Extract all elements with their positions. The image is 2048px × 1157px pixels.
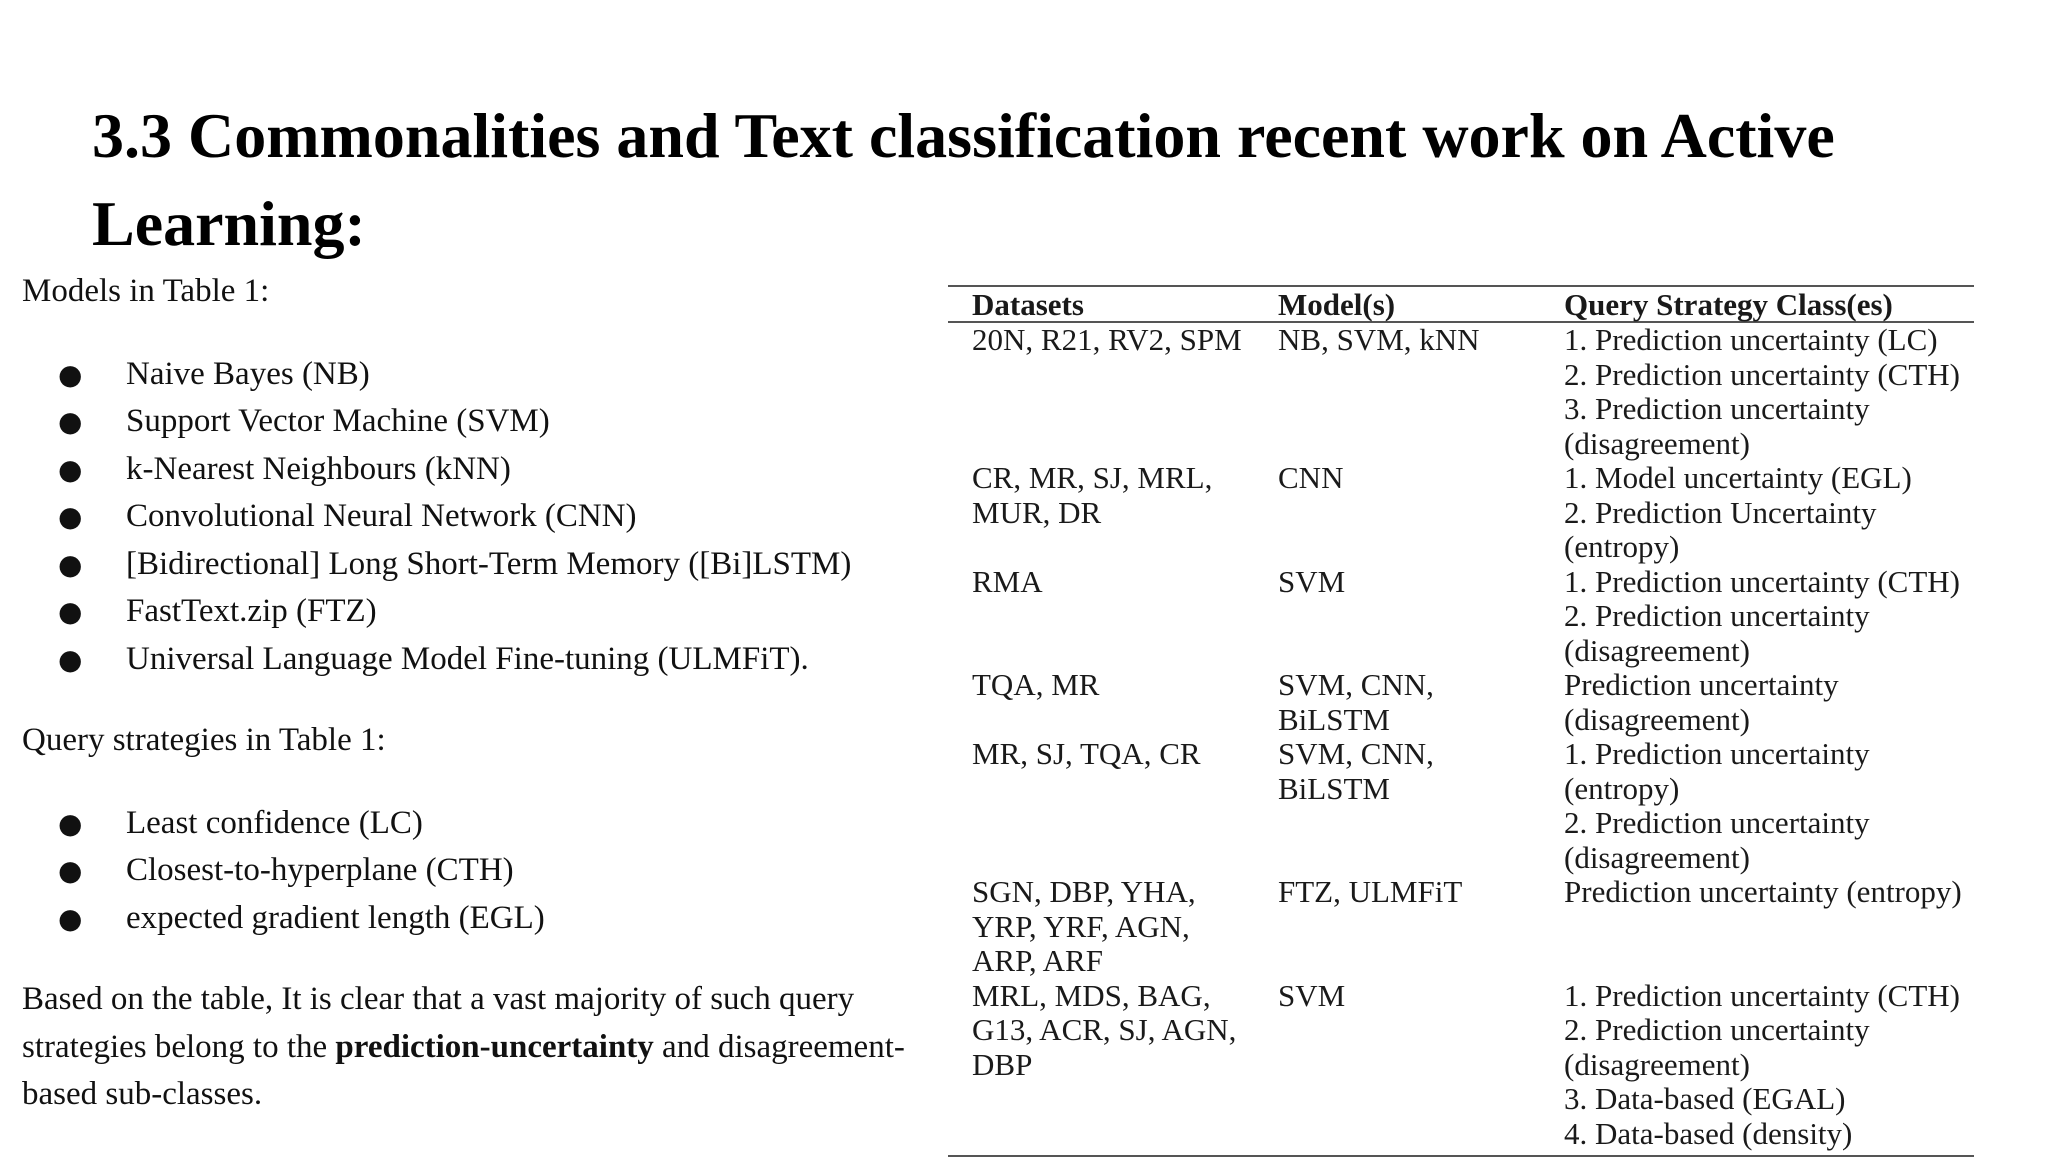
cell-line: RMA	[972, 563, 1043, 599]
cell-line: (disagreement)	[1564, 839, 1750, 875]
table-row	[948, 875, 1974, 979]
cell-models	[1254, 322, 1540, 461]
bullet-icon: ●	[58, 901, 83, 935]
cell-line: YRP, YRF, AGN,	[972, 908, 1190, 944]
cell-line: 2. Prediction Uncertainty	[1564, 494, 1877, 530]
cell-strategies	[1540, 737, 1974, 875]
list-item	[22, 351, 922, 399]
cell-datasets	[948, 875, 1254, 979]
cell-line: BiLSTM	[1278, 770, 1390, 806]
cell-line: CNN	[1278, 460, 1344, 495]
cell-line: (entropy)	[1564, 529, 1680, 564]
cell-strategies	[1540, 875, 1974, 979]
cell-strategies	[1540, 565, 1974, 669]
bullet-icon: ●	[58, 357, 83, 391]
list-item-text: expected gradient length (EGL)	[126, 899, 545, 936]
left-text-column	[22, 268, 922, 1119]
list-item	[22, 847, 922, 895]
conclusion-suffix: and disagreement- based sub-classes.	[22, 1028, 905, 1112]
models-section-label: Models in Table 1:	[22, 273, 270, 309]
cell-line: 1. Prediction uncertainty (CTH)	[1564, 977, 1961, 1013]
cell-line: G13, ACR, SJ, AGN,	[972, 1012, 1237, 1047]
cell-line: (disagreement)	[1564, 425, 1750, 461]
list-item	[22, 493, 922, 541]
cell-models	[1254, 668, 1540, 737]
cell-line: TQA, MR	[972, 667, 1100, 702]
list-item-text: Support Vector Machine (SVM)	[126, 403, 550, 439]
bullet-icon: ●	[58, 500, 83, 533]
table-header-row	[948, 286, 1974, 322]
cell-line: 2. Prediction uncertainty	[1564, 1012, 1870, 1047]
cell-line: FTZ, ULMFiT	[1278, 874, 1463, 909]
active-learning-table	[948, 285, 1974, 1157]
header-query-strategy: Query Strategy Class(es)	[1540, 286, 1974, 322]
cell-line: DBP	[972, 1046, 1033, 1082]
cell-line: SVM	[1278, 563, 1346, 599]
list-item-text: Naive Bayes (NB)	[126, 355, 370, 392]
list-item-text: Least confidence (LC)	[126, 804, 423, 841]
cell-models	[1254, 565, 1540, 669]
cell-line: 3. Data-based (EGAL)	[1564, 1081, 1846, 1116]
conclusion-emphasis: prediction-uncertainty	[335, 1028, 654, 1065]
models-list	[22, 351, 922, 684]
page-title: 3.3 Commonalities and Text classification recent work on Active Learning:	[92, 100, 1835, 259]
cell-line: 2. Prediction uncertainty	[1564, 598, 1870, 633]
table-row	[948, 461, 1974, 565]
list-item	[22, 588, 922, 636]
list-item	[22, 446, 922, 494]
cell-line: 1. Prediction uncertainty (CTH)	[1564, 563, 1961, 599]
cell-line: SVM	[1278, 977, 1346, 1013]
cell-line: ARP, ARF	[972, 943, 1103, 978]
cell-line: 4. Data-based (density)	[1564, 1115, 1853, 1151]
cell-line: 1. Model uncertainty (EGL)	[1564, 460, 1912, 495]
cell-line: NB, SVM, kNN	[1278, 322, 1480, 357]
list-item-text: [Bidirectional] Long Short-Term Memory ([Bi]LSTM)	[126, 545, 852, 582]
conclusion-paragraph	[22, 976, 922, 1119]
cell-line: 2. Prediction uncertainty (CTH)	[1564, 356, 1961, 392]
query-section-label: Query strategies in Table 1:	[22, 722, 386, 758]
cell-line: SVM, CNN,	[1278, 736, 1434, 771]
table-row	[948, 668, 1974, 737]
list-item	[22, 398, 922, 446]
cell-datasets	[948, 979, 1254, 1157]
table-row	[948, 565, 1974, 669]
cell-models	[1254, 737, 1540, 875]
list-item	[22, 895, 922, 943]
list-item-text: Convolutional Neural Network (CNN)	[126, 498, 637, 534]
list-item-text: FastText.zip (FTZ)	[126, 593, 377, 629]
list-item	[22, 800, 922, 848]
list-item-text: Closest-to-hyperplane (CTH)	[126, 852, 514, 888]
cell-line: MUR, DR	[972, 494, 1102, 530]
list-item-text: k-Nearest Neighbours (kNN)	[126, 450, 511, 487]
list-item	[22, 636, 922, 684]
cell-line: (entropy)	[1564, 770, 1680, 806]
cell-strategies	[1540, 461, 1974, 565]
cell-line: (disagreement)	[1564, 701, 1750, 737]
table-row	[948, 979, 1974, 1157]
bullet-icon: ●	[58, 405, 83, 438]
cell-models	[1254, 979, 1540, 1157]
cell-line: MRL, MDS, BAG,	[972, 977, 1211, 1013]
cell-line: SVM, CNN,	[1278, 667, 1434, 702]
bullet-icon: ●	[58, 854, 83, 887]
cell-models	[1254, 461, 1540, 565]
cell-line: SGN, DBP, YHA,	[972, 874, 1196, 909]
cell-datasets	[948, 322, 1254, 461]
list-item	[22, 541, 922, 589]
cell-line: 20N, R21, RV2, SPM	[972, 322, 1242, 357]
cell-line: Prediction uncertainty	[1564, 667, 1839, 702]
cell-line: 1. Prediction uncertainty	[1564, 736, 1870, 771]
cell-models	[1254, 875, 1540, 979]
list-item-text: Universal Language Model Fine-tuning (ULMFiT).	[126, 640, 809, 677]
cell-datasets	[948, 668, 1254, 737]
cell-datasets	[948, 565, 1254, 669]
table-row	[948, 322, 1974, 461]
bullet-icon: ●	[58, 642, 83, 676]
cell-line: Prediction uncertainty (entropy)	[1564, 874, 1962, 909]
bullet-icon: ●	[58, 595, 83, 628]
bullet-icon: ●	[58, 806, 83, 840]
cell-line: CR, MR, SJ, MRL,	[972, 460, 1213, 495]
bullet-icon: ●	[58, 452, 83, 486]
cell-line: 2. Prediction uncertainty	[1564, 805, 1870, 840]
conclusion-prefix: Based on the table, It is clear that a vast majority of such query strategies belong to the	[22, 981, 855, 1065]
cell-strategies	[1540, 668, 1974, 737]
cell-line: 3. Prediction uncertainty	[1564, 391, 1870, 426]
cell-datasets	[948, 737, 1254, 875]
cell-datasets	[948, 461, 1254, 565]
cell-strategies	[1540, 322, 1974, 461]
cell-line: (disagreement)	[1564, 632, 1750, 668]
cell-line: (disagreement)	[1564, 1046, 1750, 1082]
cell-line: BiLSTM	[1278, 701, 1390, 737]
query-strategies-list	[22, 800, 922, 943]
bullet-icon: ●	[58, 547, 83, 581]
table-row	[948, 737, 1974, 875]
cell-line: 1. Prediction uncertainty (LC)	[1564, 322, 1938, 357]
header-datasets: Datasets	[948, 286, 1254, 322]
cell-strategies	[1540, 979, 1974, 1157]
header-models: Model(s)	[1254, 286, 1540, 322]
cell-line: MR, SJ, TQA, CR	[972, 736, 1201, 771]
